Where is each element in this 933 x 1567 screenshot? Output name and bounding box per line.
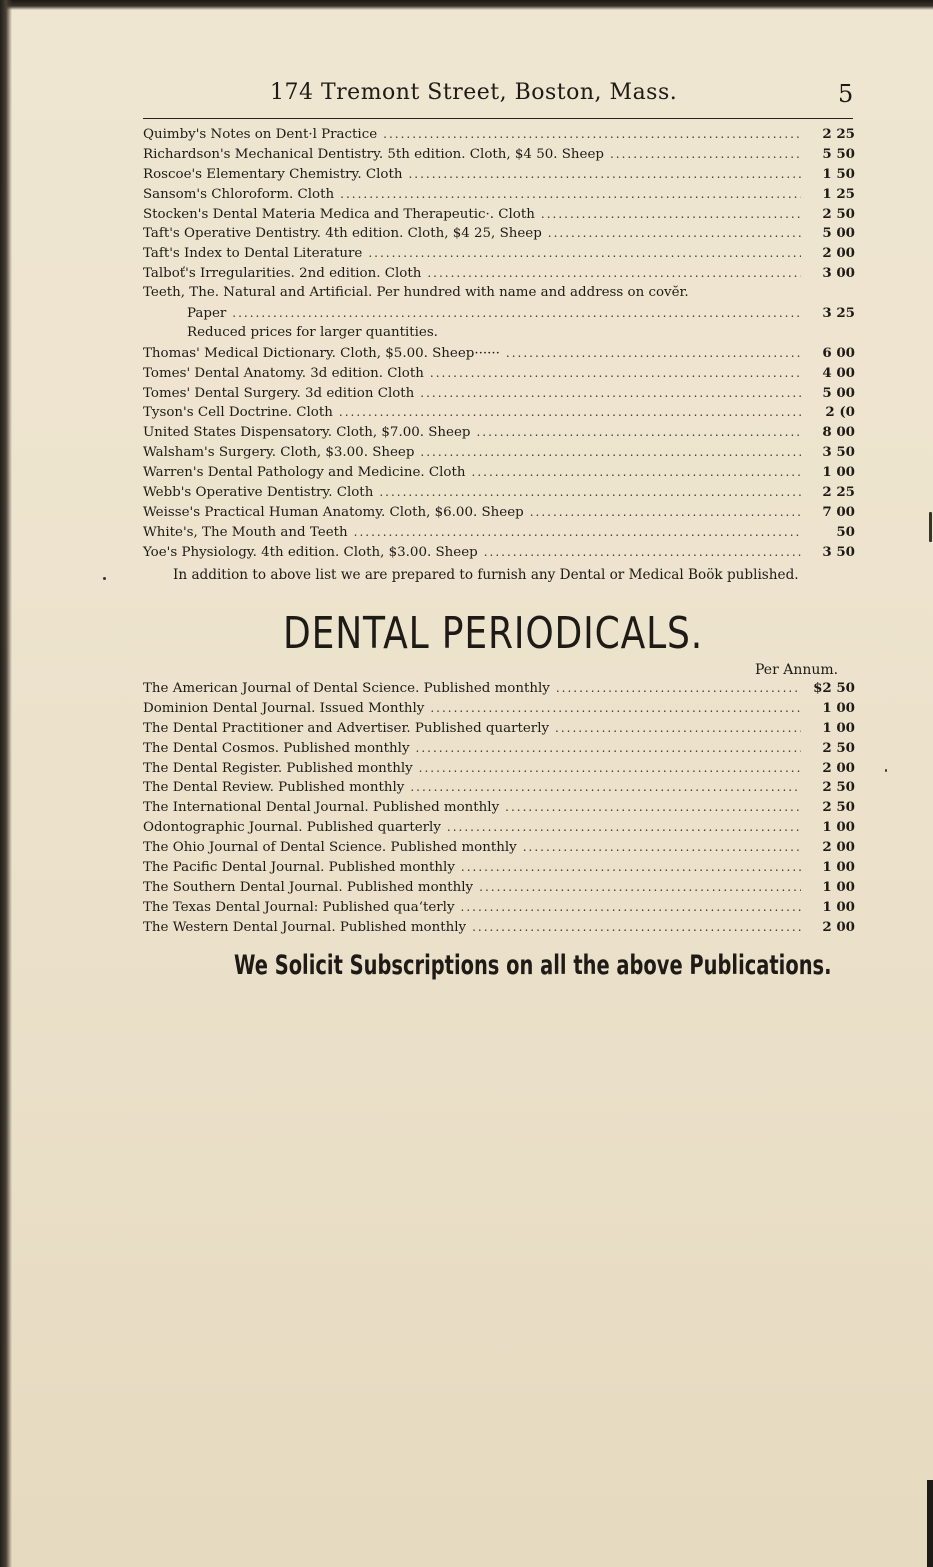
item-price: 3 00 <box>822 265 855 282</box>
item-price: 2 00 <box>822 759 855 776</box>
item-title: Richardson's Mechanical Dentistry. 5th edition. Cloth, $4 50. Sheep <box>143 146 604 162</box>
item-title: Webb's Operative Dentistry. Cloth <box>143 485 374 501</box>
item-title: Talboť's Irregularities. 2nd edition. Cloth <box>143 266 422 282</box>
list-item <box>143 404 855 424</box>
dot-leader <box>368 246 801 260</box>
item-price: 8 00 <box>822 424 855 441</box>
item-price: 2 50 <box>822 779 855 796</box>
item-price: 50 <box>836 523 855 540</box>
availability-note: In addition to above list we are prepared to furnish any Dental or Medical Boök published. <box>173 567 799 583</box>
list-item <box>143 305 855 325</box>
item-price: 1 50 <box>822 165 855 182</box>
list-item <box>143 146 855 166</box>
paper-speck <box>929 512 932 542</box>
item-title: The International Dental Journal. Published monthly <box>143 800 500 816</box>
dot-leader <box>420 445 801 459</box>
item-title: Paper <box>187 306 227 322</box>
dot-leader <box>430 366 801 380</box>
list-item <box>143 225 855 245</box>
list-item <box>143 345 855 365</box>
item-price: 3 50 <box>822 444 855 461</box>
item-title: Yoe's Physiology. 4th edition. Cloth, $3.00. Sheep <box>143 544 478 560</box>
page-edge-right <box>927 1480 933 1567</box>
item-title: United States Dispensatory. Cloth, $7.00. Sheep <box>143 425 471 441</box>
item-title: Quimby's Notes on Dent·l Practice <box>143 127 378 142</box>
dot-leader <box>555 721 801 735</box>
item-price: 7 00 <box>822 503 855 520</box>
list-item <box>143 779 855 799</box>
dot-leader <box>340 187 801 201</box>
list-item <box>143 325 855 345</box>
dot-leader <box>232 306 801 320</box>
dot-leader <box>447 820 801 834</box>
list-item <box>143 544 855 564</box>
list-item <box>143 444 855 464</box>
page-edge-top <box>0 0 933 10</box>
running-head: 174 Tremont Street, Boston, Mass. <box>270 80 678 105</box>
item-price: 2 00 <box>822 918 855 935</box>
item-price: $2 50 <box>813 680 855 696</box>
list-item <box>143 385 855 405</box>
item-title: The American Journal of Dental Science. Published monthly <box>143 681 550 696</box>
list-item <box>143 720 855 740</box>
item-title: Teeth, The. Natural and Artificial. Per hundred with name and address on covĕr. <box>143 285 689 301</box>
item-price: 2 00 <box>822 245 855 262</box>
item-price: 6 00 <box>822 344 855 361</box>
item-title: Weisse's Practical Human Anatomy. Cloth, $6.00. Sheep <box>143 504 524 520</box>
dot-leader <box>379 485 801 499</box>
item-title: White's, The Mouth and Teeth <box>143 524 348 540</box>
item-title: The Pacific Dental Journal. Published monthly <box>143 860 455 876</box>
list-item <box>143 265 855 285</box>
dot-leader <box>541 207 801 221</box>
list-item <box>143 700 855 720</box>
item-title: Roscoe's Elementary Chemistry. Cloth <box>143 166 403 182</box>
list-item <box>143 365 855 385</box>
dot-leader <box>479 880 801 894</box>
item-title: Reduced prices for larger quantities. <box>187 324 438 340</box>
dot-leader <box>523 840 801 854</box>
dot-leader <box>610 147 801 161</box>
dot-leader <box>339 405 801 419</box>
list-item <box>143 680 855 700</box>
item-title: The Ohio Journal of Dental Science. Published monthly <box>143 840 517 856</box>
dot-leader <box>354 525 801 539</box>
item-title: Warren's Dental Pathology and Medicine. Cloth <box>143 465 466 481</box>
item-price: 1 00 <box>822 464 855 481</box>
dot-leader <box>419 761 801 775</box>
item-price: 2 25 <box>822 126 855 142</box>
dot-leader <box>505 800 801 814</box>
item-title: The Dental Cosmos. Published monthly <box>143 740 410 756</box>
dot-leader <box>472 465 802 479</box>
list-item <box>143 504 855 524</box>
page-edge-left <box>0 0 12 1567</box>
list-item <box>143 126 855 146</box>
list-item <box>143 859 855 879</box>
item-price: 1 00 <box>822 719 855 736</box>
item-title: Stocken's Dental Materia Medica and Therapeutic·. Cloth <box>143 206 535 222</box>
list-item <box>143 839 855 859</box>
item-title: Odontographic Journal. Published quarterly <box>143 820 441 836</box>
item-price: 1 25 <box>822 185 855 202</box>
item-price: 4 00 <box>822 364 855 381</box>
list-item <box>143 285 855 305</box>
item-price: 2 (0 <box>825 404 855 421</box>
item-title: The Southern Dental Journal. Published monthly <box>143 879 474 895</box>
dot-leader <box>506 346 801 360</box>
page-number: 5 <box>838 80 854 108</box>
dot-leader <box>472 920 801 934</box>
item-title: Tyson's Cell Doctrine. Cloth <box>143 405 333 421</box>
item-price: 2 50 <box>822 205 855 222</box>
paper-speck <box>885 769 887 772</box>
dot-leader <box>556 681 801 695</box>
list-item <box>143 186 855 206</box>
dot-leader <box>430 701 801 715</box>
paper-speck <box>103 577 106 580</box>
item-price: 2 00 <box>822 839 855 856</box>
list-item <box>143 524 855 544</box>
item-price: 1 00 <box>822 699 855 716</box>
item-title: Thomas' Medical Dictionary. Cloth, $5.00. Sheep······ <box>143 345 500 361</box>
dot-leader <box>484 545 801 559</box>
item-title: The Dental Practitioner and Advertiser. Published quarterly <box>143 720 550 736</box>
dot-leader <box>427 266 801 280</box>
item-price: 2 25 <box>822 484 855 501</box>
list-item <box>143 819 855 839</box>
list-item <box>143 799 855 819</box>
subscriptions-banner: We Solicit Subscriptions on all the above Publications. <box>234 950 832 981</box>
list-item <box>143 879 855 899</box>
dot-leader <box>416 741 801 755</box>
item-title: The Dental Register. Published monthly <box>143 760 413 776</box>
item-title: The Texas Dental Journal: Published quaʻterly <box>143 899 455 915</box>
dot-leader <box>461 900 801 914</box>
header-rule <box>143 118 853 119</box>
item-title: Taft's Index to Dental Literature <box>143 246 363 262</box>
list-item <box>143 899 855 919</box>
list-item <box>143 245 855 265</box>
item-price: 2 50 <box>822 739 855 756</box>
item-price: 1 00 <box>822 859 855 876</box>
list-item <box>143 740 855 760</box>
item-price: 3 25 <box>822 305 855 322</box>
dot-leader <box>476 425 801 439</box>
item-title: The Western Dental Journal. Published monthly <box>143 919 467 935</box>
per-annum-label: Per Annum. <box>755 662 839 678</box>
list-item <box>143 484 855 504</box>
dot-leader <box>530 505 801 519</box>
book-price-list <box>143 126 855 564</box>
item-price: 2 50 <box>822 799 855 816</box>
list-item <box>143 166 855 186</box>
item-price: 1 00 <box>822 819 855 836</box>
item-title: Taft's Operative Dentistry. 4th edition. Cloth, $4 25, Sheep <box>143 226 542 242</box>
periodicals-price-list <box>143 680 855 939</box>
item-price: 5 50 <box>822 145 855 162</box>
list-item <box>143 424 855 444</box>
dot-leader <box>461 860 801 874</box>
list-item <box>143 919 855 939</box>
dot-leader <box>420 386 801 400</box>
periodicals-heading: DENTAL PERIODICALS. <box>283 608 704 659</box>
item-title: Tomes' Dental Anatomy. 3d edition. Cloth <box>143 365 424 381</box>
item-price: 1 00 <box>822 878 855 895</box>
item-price: 1 00 <box>822 898 855 915</box>
item-price: 3 50 <box>822 543 855 560</box>
dot-leader <box>383 127 801 141</box>
list-item <box>143 760 855 780</box>
item-title: Tomes' Dental Surgery. 3d edition Cloth <box>143 385 415 401</box>
item-title: The Dental Review. Published monthly <box>143 780 405 796</box>
dot-leader <box>548 226 801 240</box>
dot-leader <box>408 167 801 181</box>
item-price: 5 00 <box>822 225 855 242</box>
item-title: Walsham's Surgery. Cloth, $3.00. Sheep <box>143 445 415 461</box>
item-price: 5 00 <box>822 384 855 401</box>
list-item <box>143 464 855 484</box>
item-title: Sansom's Chloroform. Cloth <box>143 186 335 202</box>
list-item <box>143 206 855 226</box>
dot-leader <box>410 780 801 794</box>
item-title: Dominion Dental Journal. Issued Monthly <box>143 700 425 716</box>
